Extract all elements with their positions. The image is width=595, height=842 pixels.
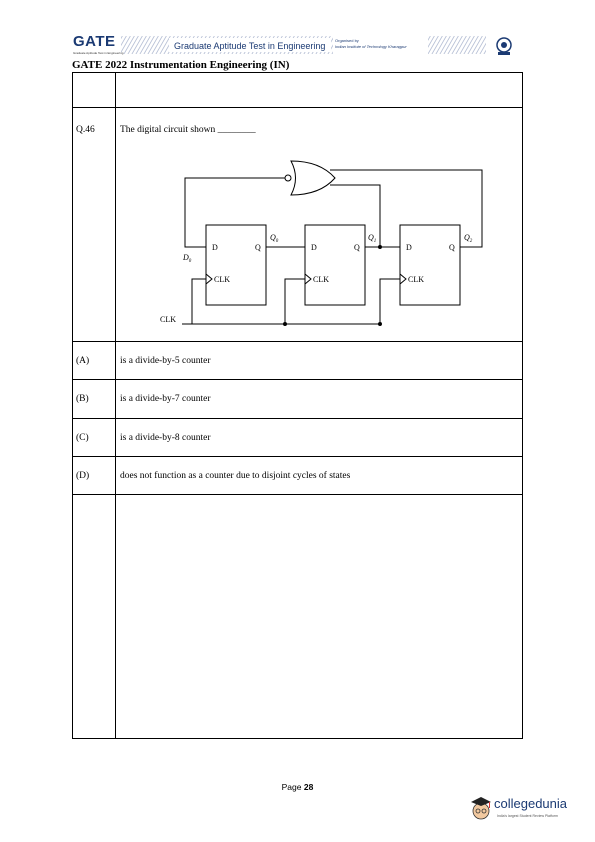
clock-branch-2: [380, 279, 400, 324]
gate-logo-subtext: Graduate Aptitude Test in Engineering: [73, 51, 124, 55]
junction-dot: [283, 322, 287, 326]
organized-by-label: Organised by: [335, 38, 359, 43]
ff1-d-label: D: [311, 243, 317, 252]
option-b-text: is a divide-by-7 counter: [120, 394, 211, 404]
clock-edge-icon: [400, 274, 406, 284]
clk-input-label: CLK: [160, 315, 176, 324]
organizer-name: Indian Institute of Technology Kharagpur: [335, 44, 407, 49]
option-a-text: is a divide-by-5 counter: [120, 356, 211, 366]
d0-label: [182, 253, 192, 264]
junction-dot: [378, 245, 382, 249]
q2-feedback-wire: [330, 170, 482, 247]
table-row-divider: [72, 418, 523, 419]
q0-subscript: 0: [275, 239, 279, 244]
q2-label: [464, 233, 473, 244]
page-number-value: 28: [303, 782, 314, 792]
d0-subscript: 0: [188, 259, 192, 264]
flip-flop-0: [206, 225, 266, 305]
junction-dot: [378, 322, 382, 326]
page-label: Page: [281, 782, 302, 792]
header-title: Graduate Aptitude Test in Engineering: [174, 41, 326, 51]
flip-flop-1: [305, 225, 365, 305]
table-row-divider: [72, 341, 523, 342]
clock-branch-0: [192, 279, 206, 324]
collegedunia-brand: collegedunia: [494, 796, 568, 811]
ff2-d-label: D: [406, 243, 412, 252]
option-c-text: is a divide-by-8 counter: [120, 433, 211, 443]
clock-edge-icon: [206, 274, 212, 284]
ff1-clk-label: CLK: [313, 275, 329, 284]
ff0-q-label: Q: [255, 243, 261, 252]
collegedunia-logo-icon: [468, 795, 494, 821]
q0-label: [270, 233, 279, 244]
ff2-clk-label: CLK: [408, 275, 424, 284]
q2-letter: Q: [464, 233, 470, 242]
q1-letter: Q: [368, 233, 374, 242]
ff0-clk-label: CLK: [214, 275, 230, 284]
collegedunia-tagline: India's largest Student Review Platform: [497, 814, 558, 818]
gate-logo: GATE: [73, 33, 116, 50]
question-number: Q.46: [76, 125, 95, 135]
q1-label: [368, 233, 376, 244]
q2-subscript: 2: [469, 239, 473, 244]
ff0-d-label: D: [212, 243, 218, 252]
option-d-text: does not function as a counter due to disjoint cycles of states: [120, 471, 351, 481]
ff2-q-label: Q: [449, 243, 455, 252]
clock-edge-icon: [305, 274, 311, 284]
institute-emblem-icon: [494, 36, 514, 56]
table-row-divider: [72, 107, 523, 108]
flip-flop-2: [400, 225, 460, 305]
question-text: The digital circuit shown ________: [120, 125, 256, 135]
exam-title: GATE 2022 Instrumentation Engineering (IN): [72, 59, 290, 71]
ff1-q-label: Q: [354, 243, 360, 252]
q1-subscript: 1: [373, 239, 377, 244]
table-column-divider: [115, 72, 116, 739]
d0-letter: D: [183, 253, 189, 262]
page-number: [0, 782, 595, 792]
q0-letter: Q: [270, 233, 276, 242]
option-a-label: (A): [76, 356, 90, 366]
clock-branch-1: [285, 279, 305, 324]
option-c-label: (C): [76, 433, 89, 443]
table-row-divider: [72, 379, 523, 380]
circuit-diagram: [150, 150, 490, 330]
table-row-divider: [72, 494, 523, 495]
nor-bubble: [285, 175, 291, 181]
option-b-label: (B): [76, 394, 89, 404]
table-row-divider: [72, 456, 523, 457]
nor-gate: [291, 161, 335, 195]
option-d-label: (D): [76, 471, 90, 481]
